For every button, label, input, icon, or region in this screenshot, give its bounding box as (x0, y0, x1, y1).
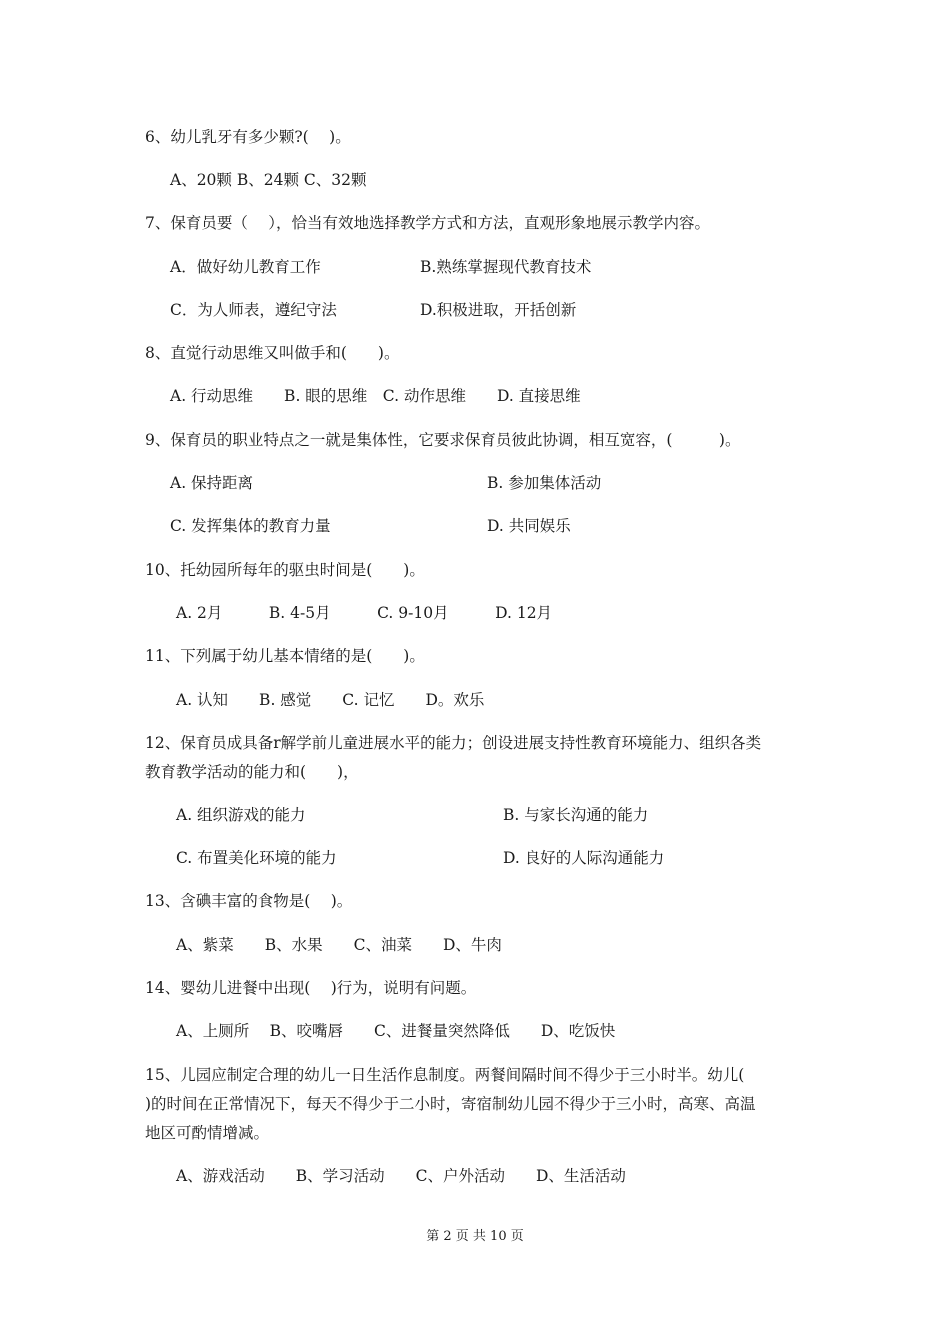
question-12-option-d: D. 良好的人际沟通能力 (503, 849, 665, 867)
question-6-options: A、20颗 B、24颗 C、32颗 (170, 171, 367, 189)
question-12-option-a: A. 组织游戏的能力 (176, 806, 306, 824)
question-14-options: A、上厕所 B、咬嘴唇 C、进餐量突然降低 D、吃饭快 (176, 1022, 616, 1040)
question-13-options: A、紫菜 B、水果 C、油菜 D、牛肉 (176, 936, 502, 954)
question-9-option-d: D. 共同娱乐 (487, 517, 571, 535)
question-9-option-a: A. 保持距离 (170, 474, 254, 492)
question-6-stem: 6、幼儿乳牙有多少颗?( )。 (145, 128, 351, 146)
question-12-stem-line-1: 12、保育员成具备r解学前儿童进展水平的能力；创设进展支持性教育环境能力、组织各类 (145, 734, 762, 752)
question-8-stem: 8、直觉行动思维又叫做手和( )。 (145, 344, 400, 362)
question-7-stem: 7、保育员要（ ），恰当有效地选择教学方式和方法，直观形象地展示教学内容。 (145, 214, 711, 232)
question-12-option-b: B. 与家长沟通的能力 (503, 806, 649, 824)
page-footer: 第 2 页 共 10 页 (426, 1229, 524, 1244)
question-12-stem-line-2: 教育教学活动的能力和( )， (145, 763, 359, 781)
question-9-stem: 9、保育员的职业特点之一就是集体性，它要求保育员彼此协调，相互宽容，( )。 (145, 431, 741, 449)
question-9-option-c: C. 发挥集体的教育力量 (170, 517, 331, 535)
question-10-stem: 10、托幼园所每年的驱虫时间是( )。 (145, 561, 425, 579)
question-7-option-d: D.积极进取，开括创新 (420, 301, 577, 319)
question-14-stem: 14、婴幼儿进餐中出现( )行为，说明有问题。 (145, 979, 477, 997)
question-15-stem-line-1: 15、儿园应制定合理的幼儿一日生活作息制度。两餐间隔时间不得少于三小时半。幼儿( (145, 1066, 745, 1084)
question-9-option-b: B. 参加集体活动 (487, 474, 602, 492)
question-15-options: A、游戏活动 B、学习活动 C、户外活动 D、生活活动 (176, 1167, 626, 1185)
question-12-option-c: C. 布置美化环境的能力 (176, 849, 337, 867)
question-15-stem-line-3: 地区可酌情增减。 (145, 1124, 270, 1142)
question-10-options: A. 2月 B. 4-5月 C. 9-10月 D. 12月 (176, 604, 553, 622)
question-11-options: A. 认知 B. 感觉 C. 记忆 D。欢乐 (176, 691, 485, 709)
question-7-option-c: C．为人师表，遵纪守法 (170, 301, 337, 319)
question-7-option-b: B.熟练掌握现代教育技术 (420, 258, 592, 276)
question-13-stem: 13、含碘丰富的食物是( )。 (145, 892, 353, 910)
question-15-stem-line-2: )的时间在正常情况下，每天不得少于二小时，寄宿制幼儿园不得少于三小时，高寒、高温 (145, 1095, 756, 1113)
question-7-option-a: A．做好幼儿教育工作 (170, 258, 321, 276)
question-8-options: A. 行动思维 B. 眼的思维 C. 动作思维 D. 直接思维 (170, 387, 581, 405)
question-11-stem: 11、下列属于幼儿基本情绪的是( )。 (145, 647, 425, 665)
